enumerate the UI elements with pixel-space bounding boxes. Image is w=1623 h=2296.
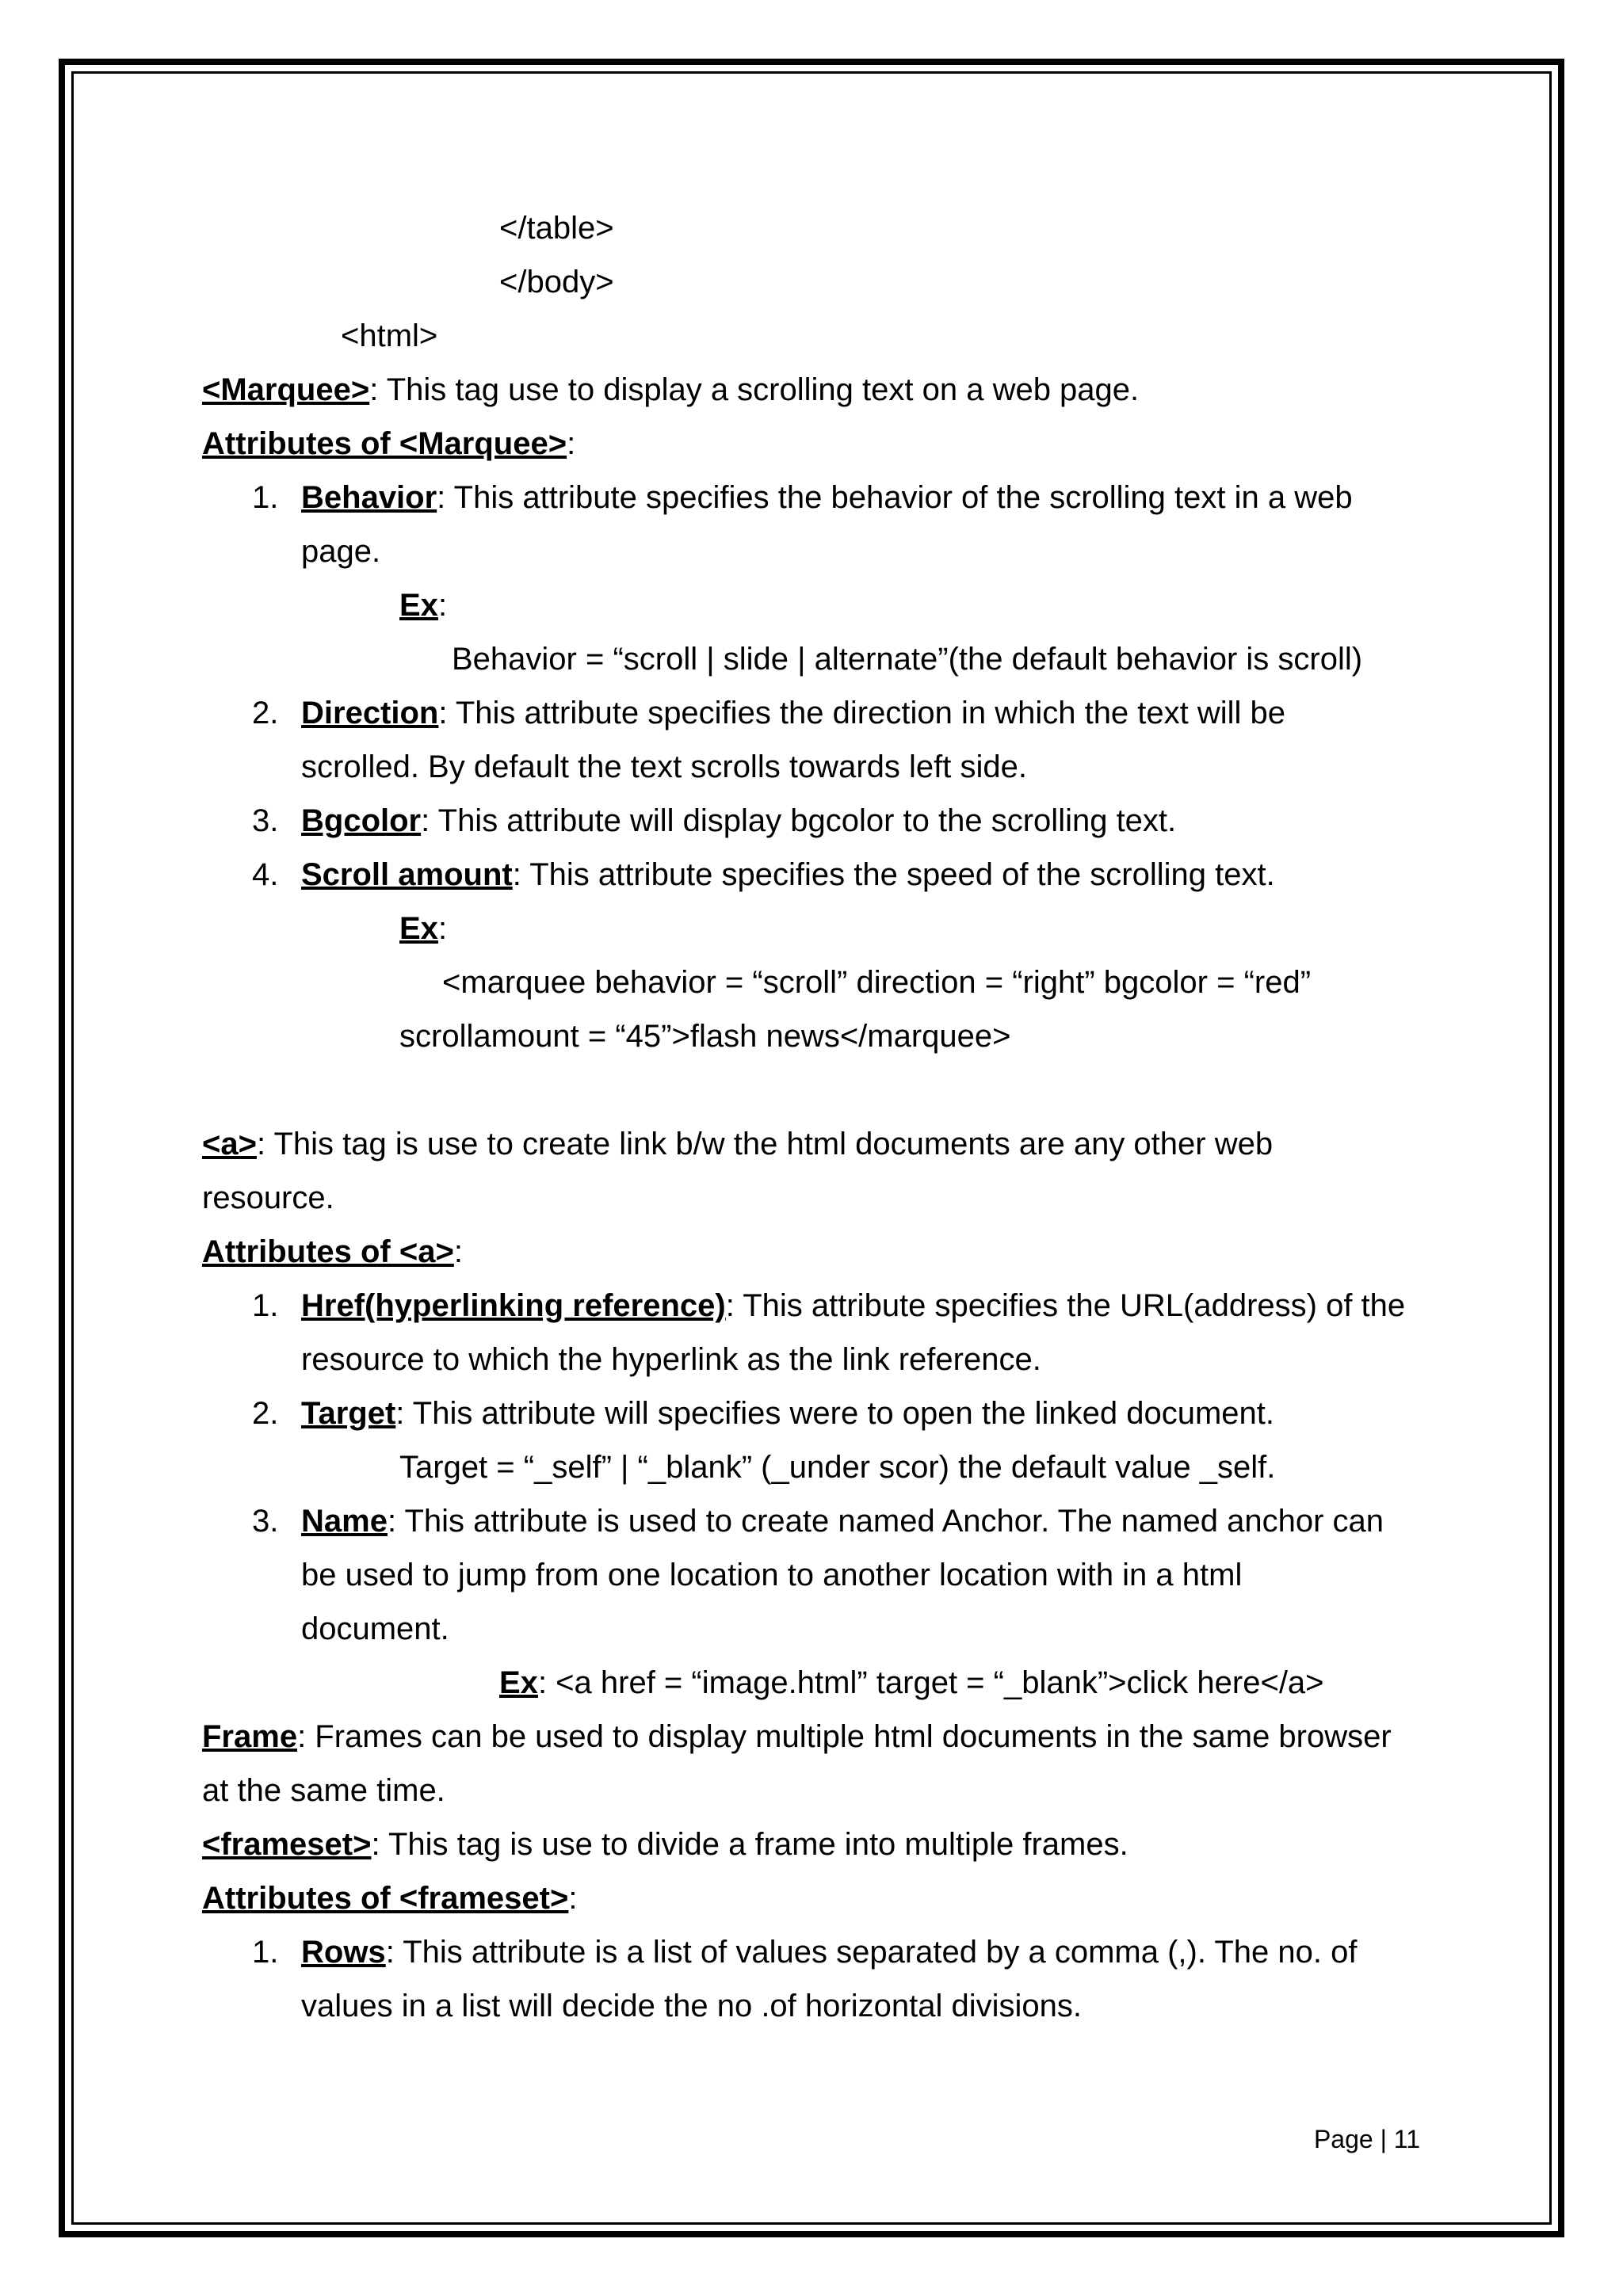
ex-label: Ex (399, 588, 438, 623)
list-number: 3. (252, 803, 279, 838)
page-number: Page | 11 (1313, 2125, 1420, 2153)
marquee-attr-direction (252, 697, 1285, 729)
scroll-amount-ex-label (399, 913, 447, 944)
frameset-attr-rows (252, 1936, 1357, 1968)
marquee-attr-bgcolor (252, 805, 1176, 837)
behavior-example: Behavior = “scroll | slide | alternate”(the default behavior is scroll) (452, 642, 1363, 677)
href-desc: : This attribute specifies the URL(address) of the (725, 1288, 1406, 1323)
behavior-term: Behavior (301, 480, 437, 515)
frameset-term: <frameset> (202, 1827, 372, 1862)
list-number: 1. (252, 480, 279, 515)
a-term: <a> (202, 1127, 257, 1161)
frameset-attrs-term: Attributes of <frameset> (202, 1881, 569, 1916)
frame-term: Frame (202, 1719, 298, 1754)
behavior-ex-label (399, 589, 447, 621)
ex-label: Ex (499, 1665, 538, 1700)
behavior-desc: : This attribute specifies the behavior of the scrolling text in a web (437, 480, 1353, 515)
frame-desc-cont: at the same time. (202, 1773, 445, 1808)
marquee-attrs-term: Attributes of <Marquee> (202, 426, 567, 461)
marquee-attr-behavior (252, 482, 1353, 513)
marquee-attributes-heading (202, 428, 575, 460)
marquee-example-1: <marquee behavior = “scroll” direction = “right” bgcolor = “red” (442, 965, 1312, 1000)
a-desc-cont: resource. (202, 1180, 334, 1215)
marquee-example-2: scrollamount = “45”>flash news</marquee> (399, 1019, 1011, 1054)
direction-term: Direction (301, 696, 439, 730)
direction-desc: : This attribute specifies the direction in which the text will be (438, 696, 1286, 730)
frameset-desc: : This tag is use to divide a frame into multiple frames. (371, 1827, 1128, 1862)
frameset-definition (202, 1829, 1128, 1860)
a-attr-name (252, 1505, 1384, 1537)
code-body-close: </body> (499, 265, 614, 299)
bgcolor-desc: : This attribute will display bgcolor to the scrolling text. (421, 803, 1177, 838)
colon: : (453, 1234, 463, 1269)
marquee-attr-scroll-amount (252, 859, 1275, 891)
anchor-example (499, 1667, 1324, 1699)
target-term: Target (301, 1396, 396, 1431)
marquee-definition (202, 374, 1139, 406)
a-attrs-term: Attributes of <a> (202, 1234, 454, 1269)
name-desc-cont-1: be used to jump from one location to another location with in a html (301, 1558, 1243, 1592)
frame-desc: : Frames can be used to display multiple html documents in the same browser (297, 1719, 1392, 1754)
rows-term: Rows (301, 1935, 386, 1970)
name-desc-cont-2: document. (301, 1611, 449, 1646)
a-attributes-heading (202, 1236, 463, 1268)
colon: : (437, 911, 448, 946)
rows-desc-cont: values in a list will decide the no .of horizontal divisions. (301, 1989, 1082, 2023)
list-number: 1. (252, 1935, 279, 1970)
a-attr-href (252, 1290, 1405, 1322)
list-number: 2. (252, 696, 279, 730)
frame-definition (202, 1721, 1392, 1753)
list-number: 3. (252, 1504, 279, 1539)
marquee-desc: : This tag use to display a scrolling text on a web page. (369, 372, 1140, 407)
colon: : (437, 588, 448, 623)
marquee-term: <Marquee> (202, 372, 370, 407)
frameset-attributes-heading (202, 1882, 577, 1914)
a-attr-target (252, 1398, 1274, 1429)
colon: : (568, 1881, 578, 1916)
direction-desc-cont: scrolled. By default the text scrolls towards left side. (301, 749, 1027, 784)
colon: : (567, 426, 576, 461)
a-definition (202, 1128, 1273, 1160)
a-desc: : This tag is use to create link b/w the html documents are any other web (256, 1127, 1274, 1161)
name-desc: : This attribute is used to create named Anchor. The named anchor can (387, 1504, 1384, 1539)
href-desc-cont: resource to which the hyperlink as the link reference. (301, 1342, 1041, 1377)
rows-desc: : This attribute is a list of values separated by a comma (,). The no. of (385, 1935, 1358, 1970)
behavior-desc-cont: page. (301, 534, 381, 569)
scroll-amount-desc: : This attribute specifies the speed of the scrolling text. (512, 857, 1275, 892)
list-number: 4. (252, 857, 279, 892)
list-number: 2. (252, 1396, 279, 1431)
scroll-amount-term: Scroll amount (301, 857, 513, 892)
list-number: 1. (252, 1288, 279, 1323)
code-html: <html> (341, 318, 438, 353)
href-term: Href(hyperlinking reference) (301, 1288, 726, 1323)
code-table-close: </table> (499, 211, 614, 246)
name-term: Name (301, 1504, 388, 1539)
bgcolor-term: Bgcolor (301, 803, 422, 838)
target-example: Target = “_self” | “_blank” (_under scor) the default value _self. (399, 1450, 1276, 1485)
anchor-example-code: : <a href = “image.html” target = “_blank”>click here</a> (537, 1665, 1324, 1700)
ex-label: Ex (399, 911, 438, 946)
target-desc: : This attribute will specifies were to open the linked document. (395, 1396, 1275, 1431)
